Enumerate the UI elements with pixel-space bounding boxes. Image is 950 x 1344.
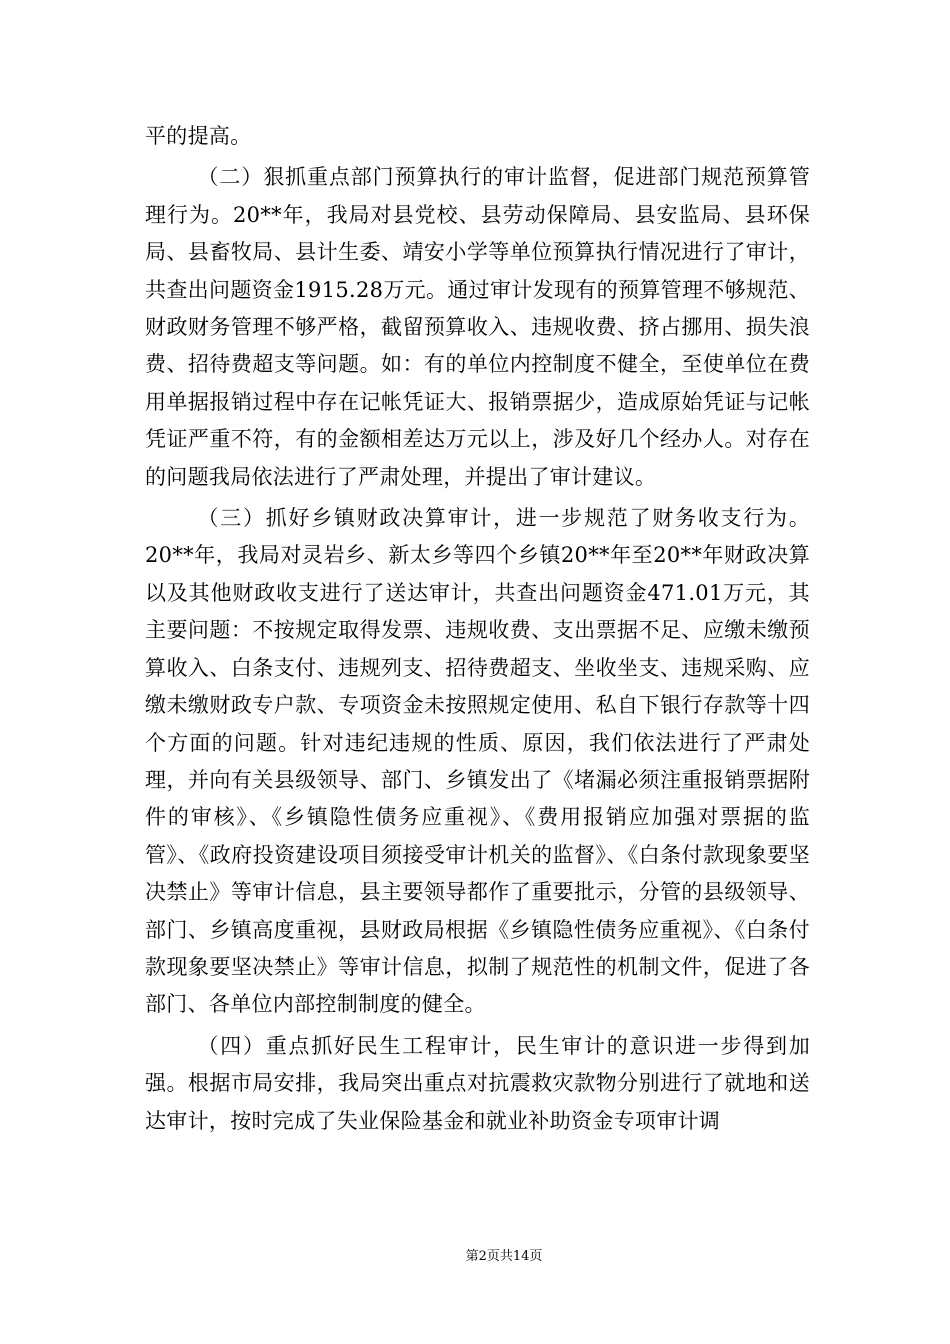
paragraph-continuation: 平的提高。 bbox=[145, 124, 252, 148]
page-number-indicator: 第2页共14页 bbox=[465, 1249, 543, 1264]
paragraph-section-2: （二）狠抓重点部门预算执行的审计监督，促进部门规范预算管理行为。20**年，我局对县党校、县劳动保障局、县安监局、县环保局、县畜牧局、县计生委、靖安小学等单位预算执行情况进行了审计，共查出问题资金1915.28万元。通过审计发现有的预算管理不够规范、财政财务管理不够严格，截留预算收入、违规收费、挤占挪用、损失浪费、招待费超支等问题。如：有的单位内控制度不健全，至使单位在费用单据报销过程中存在记帐凭证大、报销票据少，造成原始凭证与记帐凭证严重不符，有的金额相差达万元以上，涉及好几个经办人。对存在的问题我局依法进行了严肃处理，并提出了审计建议。 bbox=[145, 165, 810, 489]
document-body bbox=[145, 118, 810, 1140]
paragraph-section-3: （三）抓好乡镇财政决算审计，进一步规范了财务收支行为。20**年，我局对灵岩乡、新太乡等四个乡镇20**年至20**年财政决算以及其他财政收支进行了送达审计，共查出问题资金471.01万元，其主要问题：不按规定取得发票、违规收费、支出票据不足、应缴未缴预算收入、白条支付、违规列支、招待费超支、坐收坐支、违规采购、应缴未缴财政专户款、专项资金未按照规定使用、私自下银行存款等十四个方面的问题。针对违纪违规的性质、原因，我们依法进行了严肃处理，并向有关县级领导、部门、乡镇发出了《堵漏必须注重报销票据附件的审核》、《乡镇隐性债务应重视》、《费用报销应加强对票据的监管》、《政府投资建设项目须接受审计机关的监督》、《白条付款现象要坚决禁止》等审计信息，县主要领导都作了重要批示，分管的县级领导、部门、乡镇高度重视，县财政局根据《乡镇隐性债务应重视》、《白条付款现象要坚决禁止》等审计信息，拟制了规范性的机制文件，促进了各部门、各单位内部控制制度的健全。 bbox=[145, 506, 810, 1017]
page-footer bbox=[0, 1248, 950, 1266]
paragraph-section-4: （四）重点抓好民生工程审计，民生审计的意识进一步得到加强。根据市局安排，我局突出重点对抗震救灾款物分别进行了就地和送达审计，按时完成了失业保险基金和就业补助资金专项审计调 bbox=[145, 1033, 810, 1133]
